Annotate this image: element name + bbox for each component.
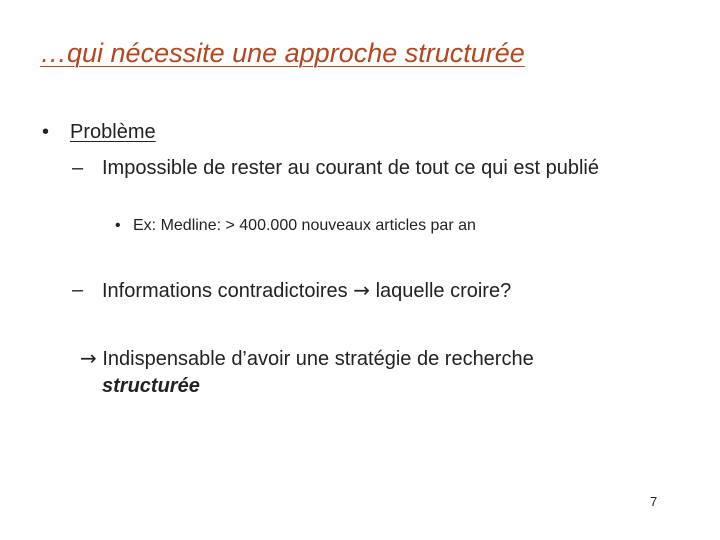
sub-sub-bullet-text: Ex: Medline: > 400.000 nouveaux articles par an xyxy=(133,217,476,234)
right-arrow-icon: → xyxy=(353,278,370,302)
slide-title: …qui nécessite une approche structurée xyxy=(40,38,525,68)
bullet-marker: • xyxy=(42,121,50,143)
bullet-text: Problème xyxy=(70,121,156,143)
sub-bullet-text: Impossible de rester au courant de tout ce qui est publié xyxy=(102,157,599,179)
conclusion-line1 xyxy=(80,345,534,373)
sub-bullet-text xyxy=(102,277,662,304)
conclusion xyxy=(80,345,534,400)
conclusion-text: Indispensable d’avoir une stratégie de recherche xyxy=(102,348,534,370)
sub-bullet-text-b: laquelle croire? xyxy=(375,280,512,302)
right-arrow-icon: → xyxy=(80,346,97,370)
bullet-marker: • xyxy=(115,217,121,234)
page-number: 7 xyxy=(650,494,658,509)
dash-marker: – xyxy=(72,279,84,301)
conclusion-emphasis: structurée xyxy=(102,375,200,397)
dash-marker: – xyxy=(72,157,84,179)
sub-bullet-text-a: Informations contradictoires xyxy=(102,280,348,302)
